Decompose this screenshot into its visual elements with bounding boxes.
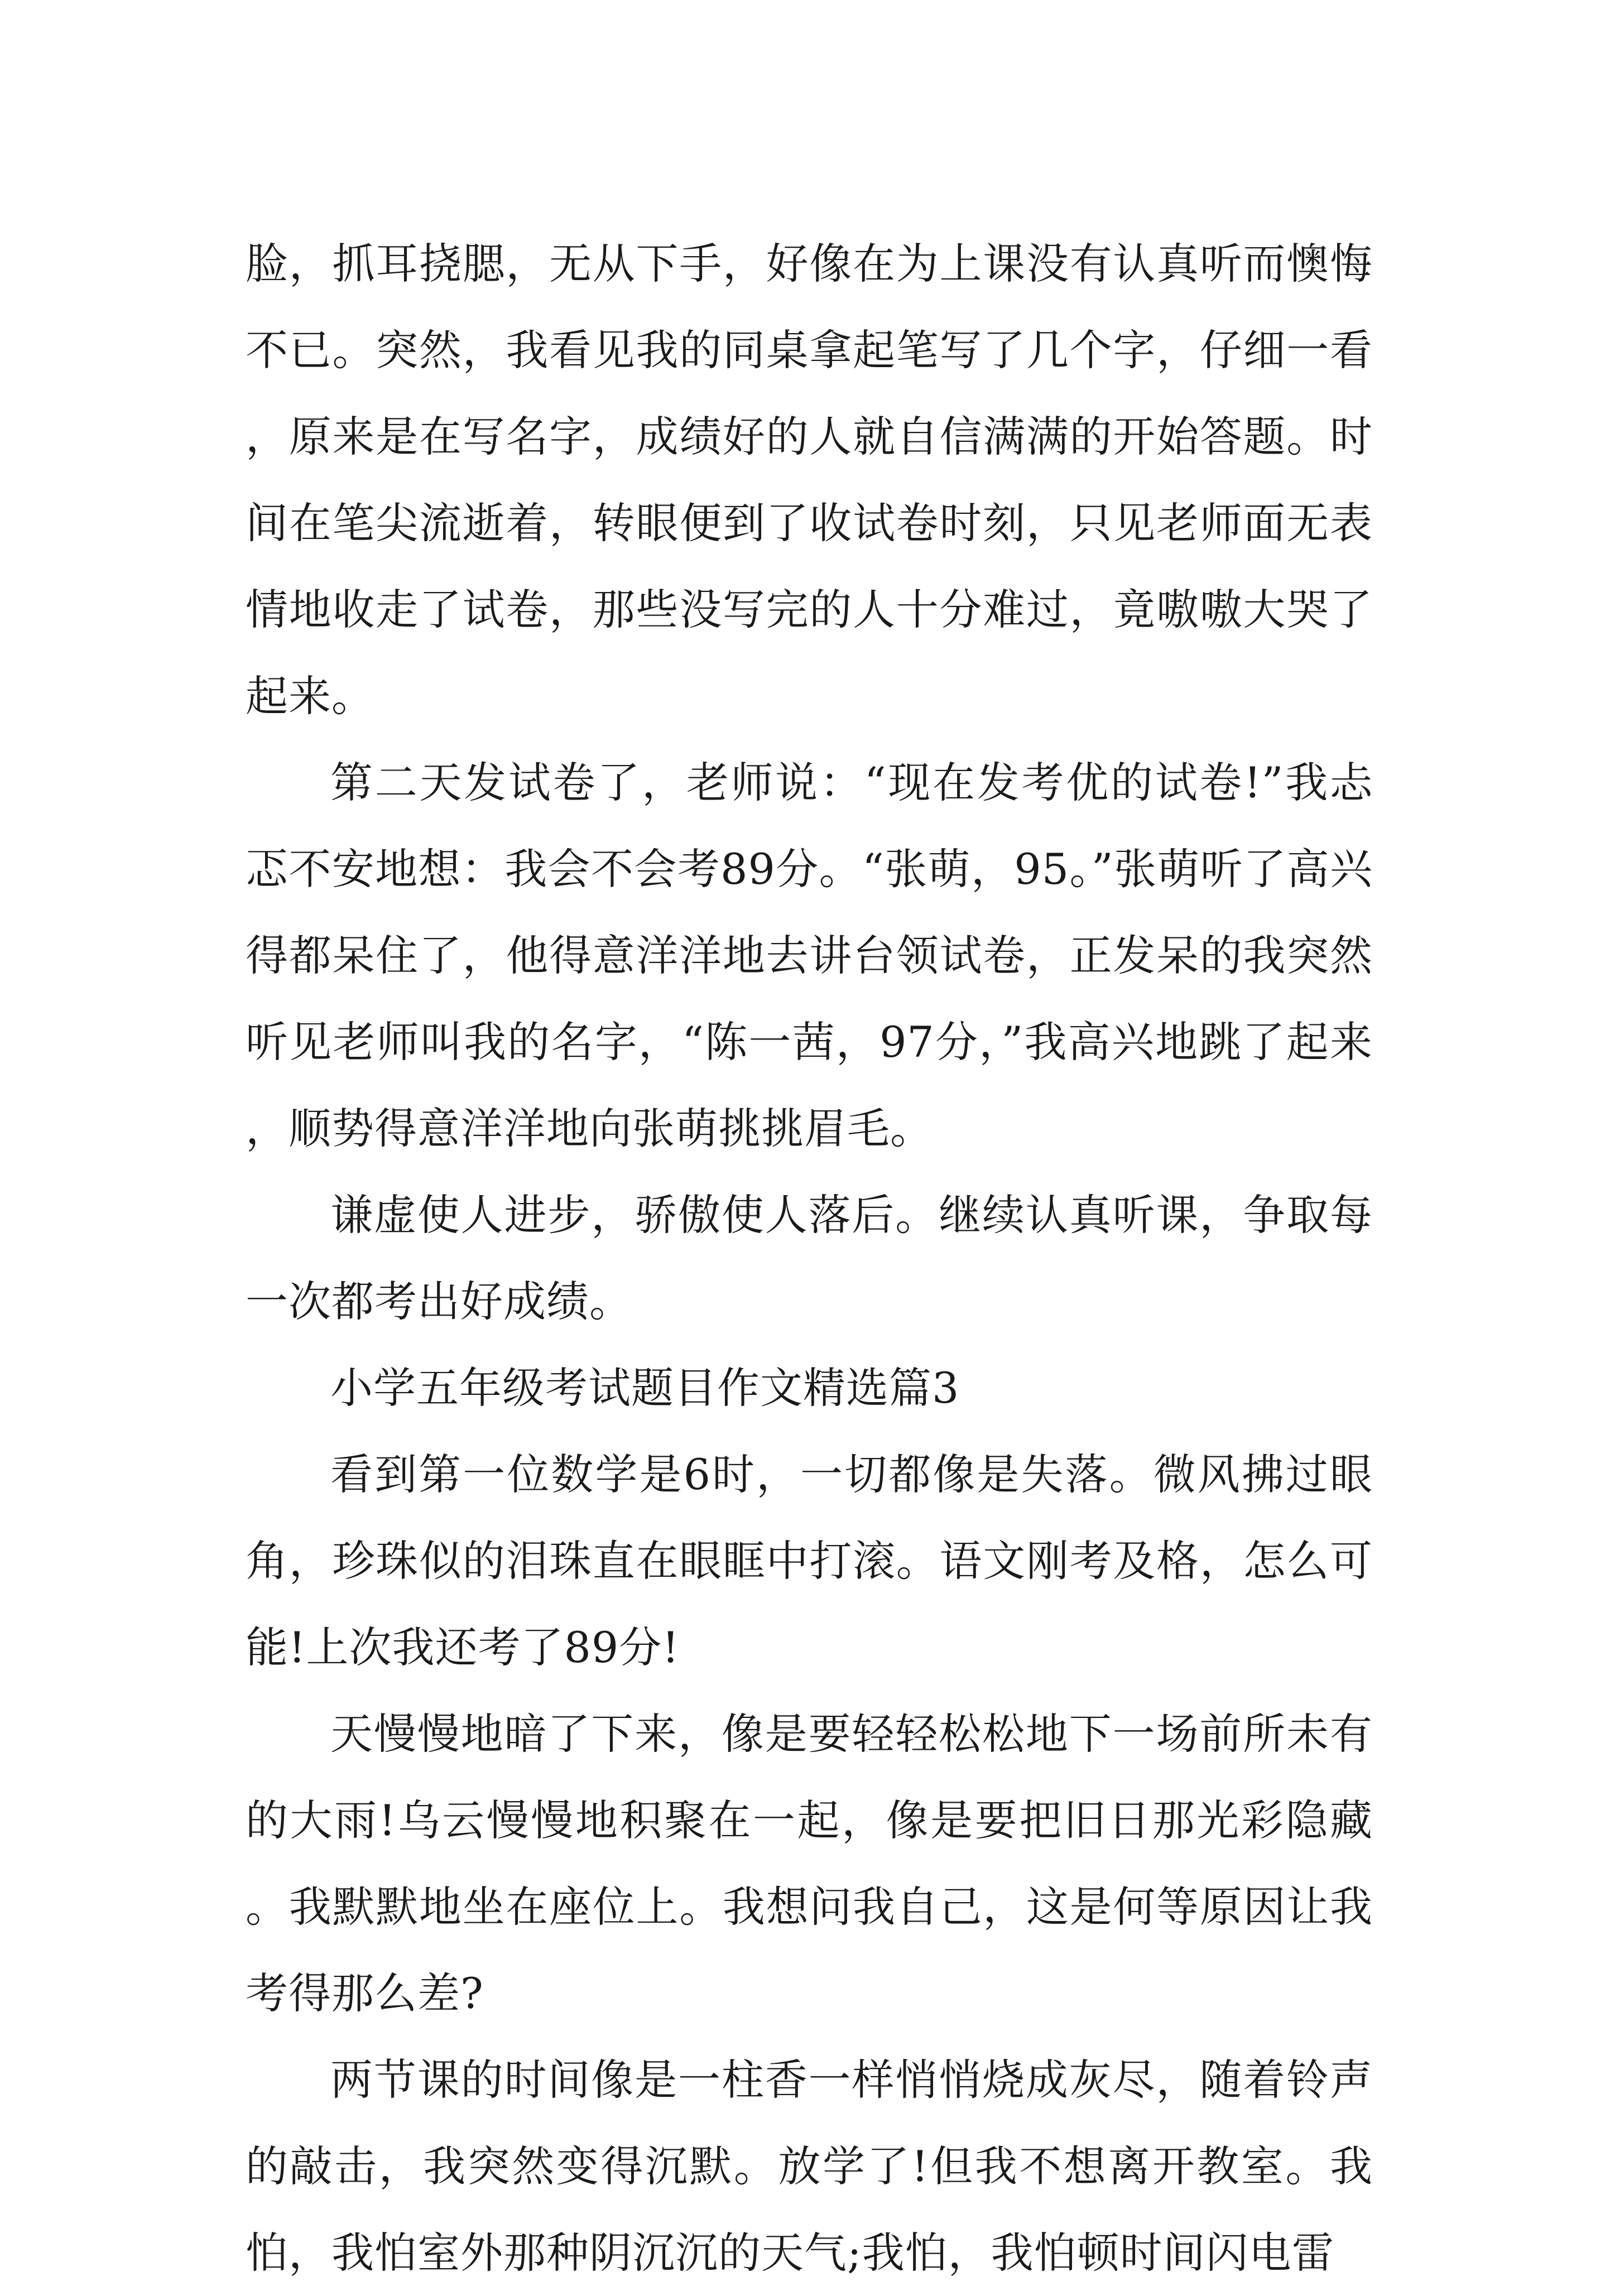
paragraph-continuation: 脸，抓耳挠腮，无从下手，好像在为上课没有认真听而懊悔不已。突然，我看见我的同桌拿起笔写了几个字，仔细一看，原来是在写名字，成绩好的人就自信满满的开始答题。时间在笔尖流逝着，转眼便到了收试卷时刻，只见老师面无表情地收走了试卷，那些没写完的人十分难过，竟嗷嗷大哭了起来。: [246, 239, 1373, 721]
section-heading: 小学五年级考试题目作文精选篇3: [330, 1363, 960, 1413]
paragraph-dark-sky: 天慢慢地暗了下来，像是要轻轻松松地下一场前所未有的大雨!乌云慢慢地积聚在一起，像是要把旧日那光彩隐藏。我默默地坐在座位上。我想问我自己，这是何等原因让我考得那么差?: [246, 1709, 1373, 2018]
article-body: [246, 220, 1373, 2296]
paragraph-conclusion: 谦虚使人进步，骄傲使人落后。继续认真听课，争取每一次都考出好成绩。: [246, 1190, 1373, 1326]
paragraph-after-class: 两节课的时间像是一柱香一样悄悄烧成灰尽，随着铃声的敲击，我突然变得沉默。放学了!但我不想离开教室。我怕，我怕室外那种阴沉沉的天气;我怕，我怕顿时间闪电雷: [246, 2055, 1373, 2278]
paragraph-exam-results: 第二天发试卷了，老师说：“现在发考优的试卷!”我忐忑不安地想：我会不会考89分。“张萌，95。”张萌听了高兴得都呆住了，他得意洋洋地去讲台领试卷，正发呆的我突然听见老师叫我的名字，“陈一茜，97分，”我高兴地跳了起来，顺势得意洋洋地向张萌挑挑眉毛。: [246, 758, 1373, 1153]
paragraph-math-score: 看到第一位数学是6时，一切都像是失落。微风拂过眼角，珍珠似的泪珠直在眼眶中打滚。语文刚考及格，怎么可能!上次我还考了89分!: [246, 1450, 1373, 1672]
